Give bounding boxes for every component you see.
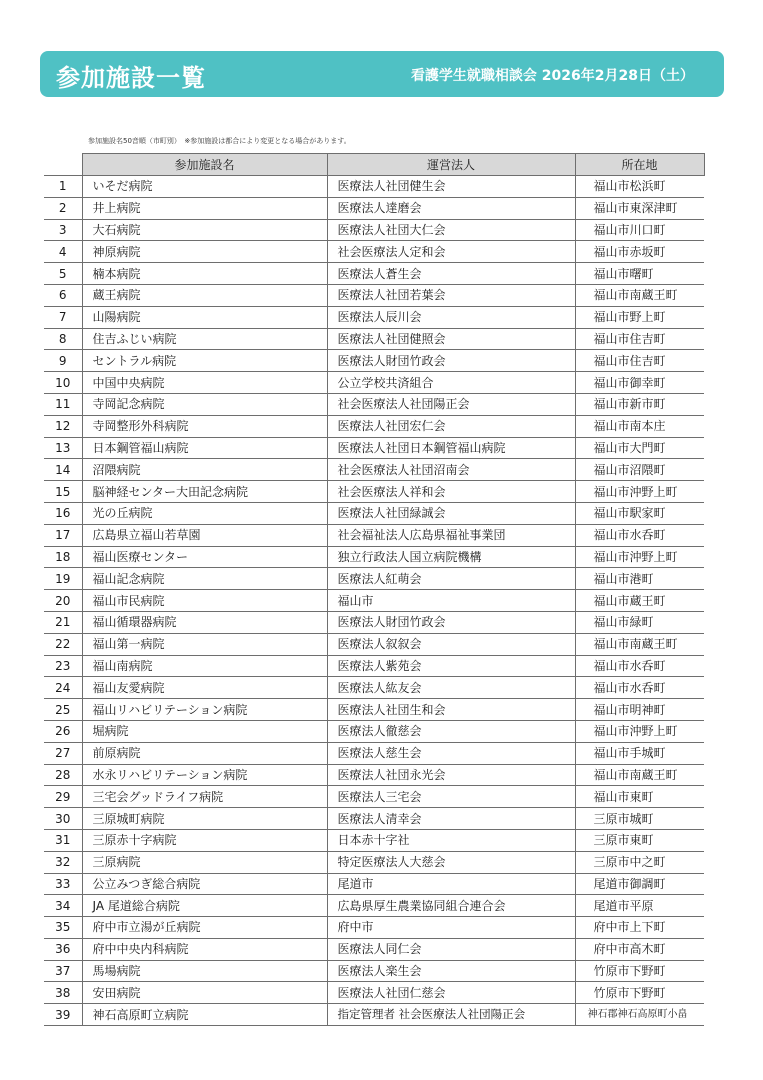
table-row bbox=[44, 546, 704, 568]
facility-name: 福山リハビリテーション病院 bbox=[82, 699, 327, 721]
table-header-row bbox=[44, 154, 704, 176]
table-row bbox=[44, 459, 704, 481]
row-number: 36 bbox=[44, 938, 82, 960]
table-row bbox=[44, 829, 704, 851]
operating-corporation: 医療法人社団宏仁会 bbox=[327, 415, 575, 437]
facility-name: セントラル病院 bbox=[82, 350, 327, 372]
operating-corporation: 医療法人社団緑誠会 bbox=[327, 502, 575, 524]
facility-location: 福山市南蔵王町 bbox=[575, 764, 704, 786]
facility-location: 福山市住吉町 bbox=[575, 328, 704, 350]
facility-location: 府中市高木町 bbox=[575, 938, 704, 960]
operating-corporation: 広島県厚生農業協同組合連合会 bbox=[327, 895, 575, 917]
table-row bbox=[44, 786, 704, 808]
facility-location: 尾道市平原 bbox=[575, 895, 704, 917]
facility-location: 竹原市下野町 bbox=[575, 982, 704, 1004]
table-row bbox=[44, 284, 704, 306]
row-number: 28 bbox=[44, 764, 82, 786]
operating-corporation: 医療法人同仁会 bbox=[327, 938, 575, 960]
operating-corporation: 社会医療法人社団沼南会 bbox=[327, 459, 575, 481]
event-info: 看護学生就職相談会 2026年2月28日（土） bbox=[410, 68, 694, 84]
operating-corporation: 医療法人社団仁慈会 bbox=[327, 982, 575, 1004]
table-row bbox=[44, 328, 704, 350]
row-number: 37 bbox=[44, 960, 82, 982]
row-number: 19 bbox=[44, 568, 82, 590]
facility-location: 福山市手城町 bbox=[575, 742, 704, 764]
operating-corporation: 医療法人社団健照会 bbox=[327, 328, 575, 350]
row-number: 7 bbox=[44, 306, 82, 328]
facility-location: 福山市沖野上町 bbox=[575, 481, 704, 503]
operating-corporation: 公立学校共済組合 bbox=[327, 372, 575, 394]
facility-name: 寺岡記念病院 bbox=[82, 393, 327, 415]
facility-location: 福山市明神町 bbox=[575, 699, 704, 721]
operating-corporation: 社会福祉法人広島県福祉事業団 bbox=[327, 524, 575, 546]
facility-location: 福山市松浜町 bbox=[575, 176, 704, 198]
operating-corporation: 医療法人財団竹政会 bbox=[327, 611, 575, 633]
facility-name: 福山南病院 bbox=[82, 655, 327, 677]
facility-location: 府中市上下町 bbox=[575, 917, 704, 939]
facility-location: 福山市南蔵王町 bbox=[575, 633, 704, 655]
facility-location: 尾道市御調町 bbox=[575, 873, 704, 895]
operating-corporation: 医療法人達磨会 bbox=[327, 197, 575, 219]
table-row bbox=[44, 1004, 704, 1026]
facility-name: 馬場病院 bbox=[82, 960, 327, 982]
row-number: 3 bbox=[44, 219, 82, 241]
operating-corporation: 福山市 bbox=[327, 590, 575, 612]
list-note: 参加施設名50音順（市町別） ※参加施設は都合により変更となる場合があります。 bbox=[88, 137, 351, 145]
operating-corporation: 医療法人辰川会 bbox=[327, 306, 575, 328]
table-row bbox=[44, 699, 704, 721]
table-row bbox=[44, 437, 704, 459]
row-number: 12 bbox=[44, 415, 82, 437]
table-row bbox=[44, 851, 704, 873]
table-row bbox=[44, 677, 704, 699]
row-number: 23 bbox=[44, 655, 82, 677]
facility-name: 福山第一病院 bbox=[82, 633, 327, 655]
table-row bbox=[44, 938, 704, 960]
facility-name: 府中中央内科病院 bbox=[82, 938, 327, 960]
facility-name: 三宅会グッドライフ病院 bbox=[82, 786, 327, 808]
facility-location: 福山市沖野上町 bbox=[575, 546, 704, 568]
header-banner bbox=[40, 51, 724, 97]
row-number: 32 bbox=[44, 851, 82, 873]
facility-name: 山陽病院 bbox=[82, 306, 327, 328]
operating-corporation: 医療法人社団若葉会 bbox=[327, 284, 575, 306]
facility-location: 三原市城町 bbox=[575, 808, 704, 830]
facility-location: 福山市南蔵王町 bbox=[575, 284, 704, 306]
facility-location: 竹原市下野町 bbox=[575, 960, 704, 982]
facility-name: 前原病院 bbox=[82, 742, 327, 764]
operating-corporation: 社会医療法人祥和会 bbox=[327, 481, 575, 503]
row-number: 15 bbox=[44, 481, 82, 503]
operating-corporation: 医療法人徹慈会 bbox=[327, 720, 575, 742]
facility-name: いそだ病院 bbox=[82, 176, 327, 198]
facility-location: 福山市水呑町 bbox=[575, 524, 704, 546]
operating-corporation: 医療法人慈生会 bbox=[327, 742, 575, 764]
row-number: 14 bbox=[44, 459, 82, 481]
facility-location: 福山市緑町 bbox=[575, 611, 704, 633]
facility-name: 三原病院 bbox=[82, 851, 327, 873]
facility-name: 福山市民病院 bbox=[82, 590, 327, 612]
row-number: 1 bbox=[44, 176, 82, 198]
row-number: 34 bbox=[44, 895, 82, 917]
table-row bbox=[44, 611, 704, 633]
facility-name: 中国中央病院 bbox=[82, 372, 327, 394]
table-row bbox=[44, 960, 704, 982]
facility-name: 公立みつぎ総合病院 bbox=[82, 873, 327, 895]
row-number: 11 bbox=[44, 393, 82, 415]
facility-name: 堀病院 bbox=[82, 720, 327, 742]
facility-name: 神原病院 bbox=[82, 241, 327, 263]
facility-location: 福山市大門町 bbox=[575, 437, 704, 459]
table-row bbox=[44, 372, 704, 394]
table-row bbox=[44, 481, 704, 503]
operating-corporation: 独立行政法人国立病院機構 bbox=[327, 546, 575, 568]
facility-name: 神石高原町立病院 bbox=[82, 1004, 327, 1026]
operating-corporation: 医療法人蒼生会 bbox=[327, 263, 575, 285]
facility-name: 脳神経センター大田記念病院 bbox=[82, 481, 327, 503]
facility-name: 安田病院 bbox=[82, 982, 327, 1004]
operating-corporation: 医療法人清幸会 bbox=[327, 808, 575, 830]
operating-corporation: 医療法人社団日本鋼管福山病院 bbox=[327, 437, 575, 459]
facility-name: 大石病院 bbox=[82, 219, 327, 241]
facility-name: 水永リハビリテーション病院 bbox=[82, 764, 327, 786]
facility-location: 福山市曙町 bbox=[575, 263, 704, 285]
facility-location: 福山市水呑町 bbox=[575, 677, 704, 699]
table-row bbox=[44, 263, 704, 285]
row-number: 29 bbox=[44, 786, 82, 808]
facility-location: 神石郡神石高原町小畠 bbox=[575, 1004, 704, 1026]
table-row bbox=[44, 873, 704, 895]
table-row bbox=[44, 219, 704, 241]
row-number: 9 bbox=[44, 350, 82, 372]
row-number: 10 bbox=[44, 372, 82, 394]
table-row bbox=[44, 350, 704, 372]
table-row bbox=[44, 393, 704, 415]
operating-corporation: 医療法人社団永光会 bbox=[327, 764, 575, 786]
operating-corporation: 尾道市 bbox=[327, 873, 575, 895]
row-number: 35 bbox=[44, 917, 82, 939]
facility-name: 福山記念病院 bbox=[82, 568, 327, 590]
table-row bbox=[44, 241, 704, 263]
operating-corporation: 医療法人叙叙会 bbox=[327, 633, 575, 655]
row-number: 31 bbox=[44, 829, 82, 851]
row-number: 8 bbox=[44, 328, 82, 350]
table-row bbox=[44, 633, 704, 655]
table-row bbox=[44, 917, 704, 939]
facility-location: 福山市新市町 bbox=[575, 393, 704, 415]
table-row bbox=[44, 742, 704, 764]
table-row bbox=[44, 655, 704, 677]
row-number: 24 bbox=[44, 677, 82, 699]
row-number: 18 bbox=[44, 546, 82, 568]
facility-location: 福山市港町 bbox=[575, 568, 704, 590]
row-number: 38 bbox=[44, 982, 82, 1004]
table-row bbox=[44, 590, 704, 612]
row-number: 5 bbox=[44, 263, 82, 285]
table-row bbox=[44, 415, 704, 437]
row-number: 22 bbox=[44, 633, 82, 655]
facility-location: 福山市住吉町 bbox=[575, 350, 704, 372]
operating-corporation: 社会医療法人定和会 bbox=[327, 241, 575, 263]
operating-corporation: 医療法人社団生和会 bbox=[327, 699, 575, 721]
facility-location: 福山市東深津町 bbox=[575, 197, 704, 219]
operating-corporation: 医療法人紘友会 bbox=[327, 677, 575, 699]
operating-corporation: 特定医療法人大慈会 bbox=[327, 851, 575, 873]
number-column-header bbox=[44, 154, 82, 176]
facility-name: 光の丘病院 bbox=[82, 502, 327, 524]
facility-location: 福山市南本庄 bbox=[575, 415, 704, 437]
table-row bbox=[44, 568, 704, 590]
facility-name: 三原赤十字病院 bbox=[82, 829, 327, 851]
facility-name: 三原城町病院 bbox=[82, 808, 327, 830]
row-number: 25 bbox=[44, 699, 82, 721]
table-row bbox=[44, 306, 704, 328]
table-row bbox=[44, 764, 704, 786]
row-number: 17 bbox=[44, 524, 82, 546]
operating-corporation: 社会医療法人社団陽正会 bbox=[327, 393, 575, 415]
facility-location: 三原市中之町 bbox=[575, 851, 704, 873]
operating-corporation: 医療法人楽生会 bbox=[327, 960, 575, 982]
operating-corporation: 医療法人紫苑会 bbox=[327, 655, 575, 677]
operating-corporation: 医療法人財団竹政会 bbox=[327, 350, 575, 372]
facility-location: 福山市赤坂町 bbox=[575, 241, 704, 263]
facility-location: 福山市沼隈町 bbox=[575, 459, 704, 481]
row-number: 16 bbox=[44, 502, 82, 524]
row-number: 33 bbox=[44, 873, 82, 895]
row-number: 13 bbox=[44, 437, 82, 459]
operating-corporation: 府中市 bbox=[327, 917, 575, 939]
facility-rows bbox=[44, 176, 704, 1026]
facility-name: 井上病院 bbox=[82, 197, 327, 219]
location-header: 所在地 bbox=[575, 154, 704, 176]
facility-name: JA 尾道総合病院 bbox=[82, 895, 327, 917]
row-number: 21 bbox=[44, 611, 82, 633]
facility-name: 福山医療センター bbox=[82, 546, 327, 568]
facility-name-header: 参加施設名 bbox=[82, 154, 327, 176]
operating-corporation: 医療法人社団大仁会 bbox=[327, 219, 575, 241]
row-number: 20 bbox=[44, 590, 82, 612]
table-row bbox=[44, 895, 704, 917]
facility-name: 住吉ふじい病院 bbox=[82, 328, 327, 350]
row-number: 30 bbox=[44, 808, 82, 830]
table-row bbox=[44, 502, 704, 524]
facility-name: 府中市立湯が丘病院 bbox=[82, 917, 327, 939]
facility-name: 日本鋼管福山病院 bbox=[82, 437, 327, 459]
facility-location: 福山市駅家町 bbox=[575, 502, 704, 524]
facility-name: 福山友愛病院 bbox=[82, 677, 327, 699]
table-row bbox=[44, 982, 704, 1004]
facility-name: 広島県立福山若草園 bbox=[82, 524, 327, 546]
table-row bbox=[44, 808, 704, 830]
operating-corporation: 医療法人紅萌会 bbox=[327, 568, 575, 590]
facility-location: 福山市沖野上町 bbox=[575, 720, 704, 742]
row-number: 26 bbox=[44, 720, 82, 742]
facility-name: 沼隈病院 bbox=[82, 459, 327, 481]
facility-location: 福山市川口町 bbox=[575, 219, 704, 241]
corporation-header: 運営法人 bbox=[327, 154, 575, 176]
facility-location: 三原市東町 bbox=[575, 829, 704, 851]
operating-corporation: 医療法人社団健生会 bbox=[327, 176, 575, 198]
facility-location: 福山市水呑町 bbox=[575, 655, 704, 677]
operating-corporation: 医療法人三宅会 bbox=[327, 786, 575, 808]
facility-name: 蔵王病院 bbox=[82, 284, 327, 306]
table-row bbox=[44, 720, 704, 742]
operating-corporation: 指定管理者 社会医療法人社団陽正会 bbox=[327, 1004, 575, 1026]
table-row bbox=[44, 197, 704, 219]
facility-name: 福山循環器病院 bbox=[82, 611, 327, 633]
row-number: 2 bbox=[44, 197, 82, 219]
operating-corporation: 日本赤十字社 bbox=[327, 829, 575, 851]
facility-table bbox=[44, 153, 705, 1026]
facility-location: 福山市御幸町 bbox=[575, 372, 704, 394]
page-title: 参加施設一覧 bbox=[56, 64, 206, 92]
table-row bbox=[44, 176, 704, 198]
row-number: 39 bbox=[44, 1004, 82, 1026]
facility-location: 福山市蔵王町 bbox=[575, 590, 704, 612]
row-number: 6 bbox=[44, 284, 82, 306]
facility-location: 福山市東町 bbox=[575, 786, 704, 808]
facility-name: 寺岡整形外科病院 bbox=[82, 415, 327, 437]
facility-location: 福山市野上町 bbox=[575, 306, 704, 328]
table-row bbox=[44, 524, 704, 546]
row-number: 4 bbox=[44, 241, 82, 263]
facility-name: 楠本病院 bbox=[82, 263, 327, 285]
row-number: 27 bbox=[44, 742, 82, 764]
